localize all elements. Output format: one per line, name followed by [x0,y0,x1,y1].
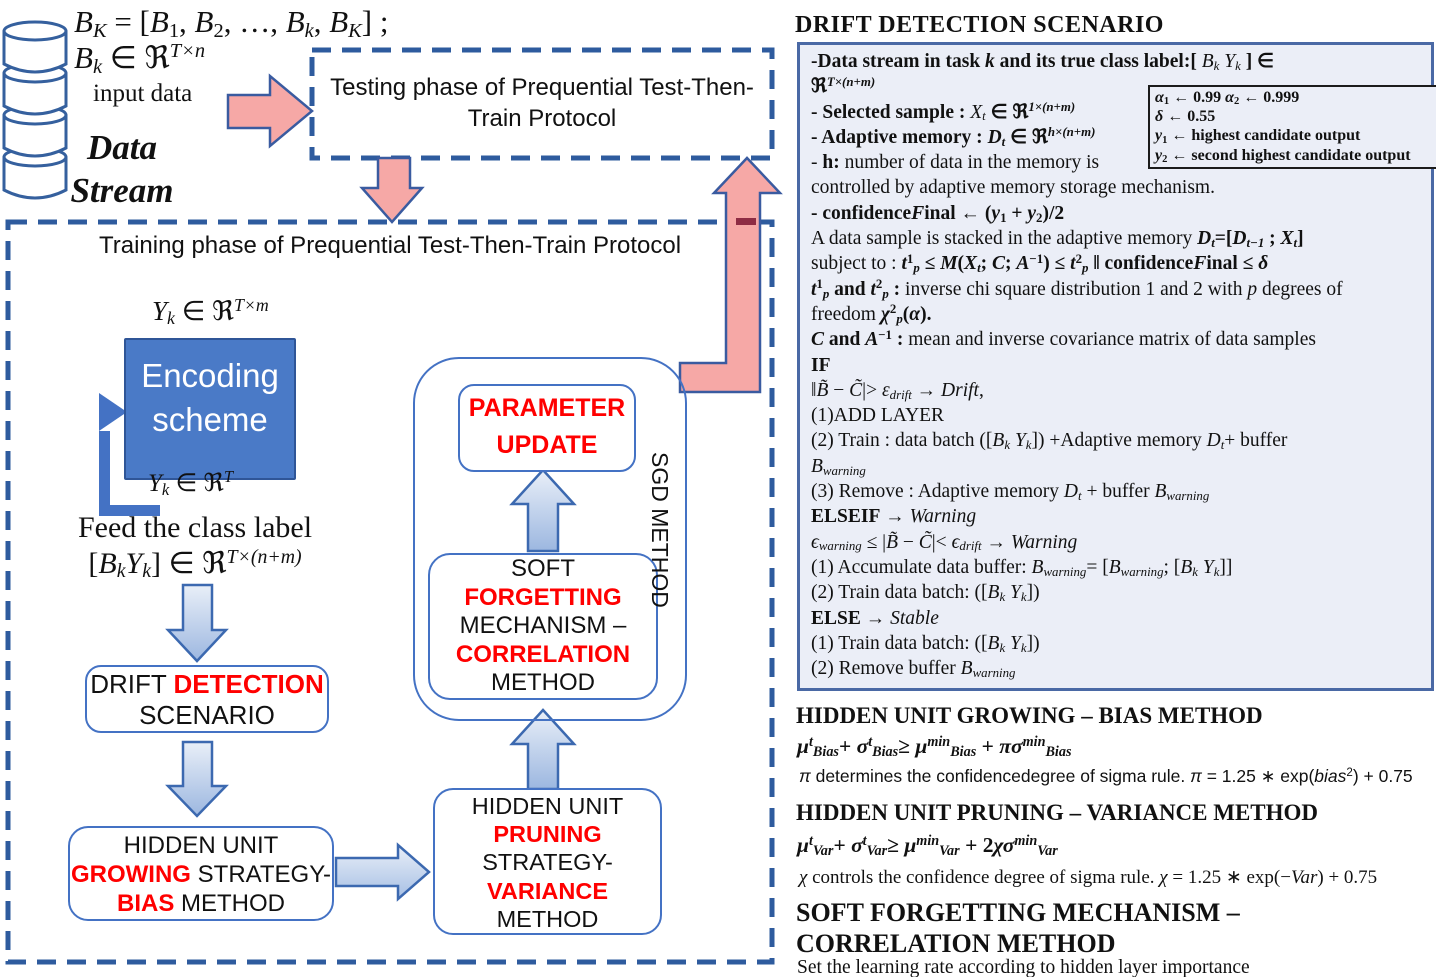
growing-section-head: HIDDEN UNIT GROWING – BIAS METHOD [796,703,1263,728]
drift-detection-box: DRIFT DETECTION SCENARIO [85,665,329,733]
pruning-section-head: HIDDEN UNIT PRUNING – VARIANCE METHOD [796,800,1319,825]
arrow-sgd-to-testing [680,158,780,392]
arrow-pruning-to-soft [512,710,574,789]
arrow-drift-to-growing [168,742,226,816]
stream-math-line2: Bk ∈ ℜ$^{T\times n}$ [74,40,206,78]
parameter-update-box: PARAMETER UPDATE [458,384,636,472]
growing-section-note: π determines the confidencedegree of sigma rule. π = 1.25 ∗ exp(bias$^2$) + 0.75 [799,766,1413,786]
testing-phase-title: Testing phase of Prequential Test-Then-Train Protocol [330,74,754,132]
yk-tm-label: Yk ∈ ℜ$^{T\times m}$ [152,294,269,328]
pruning-section-note: χ controls the confidence degree of sigma rule. χ = 1.25 ∗ exp(−Var) + 0.75 [799,867,1378,888]
stream-math-line1: BK = [B1, B2, …, Bk, BK] ; [74,4,389,42]
arrow-testing-to-training [362,158,422,222]
yk-t-label: Yk ∈ ℜ$^T$ [148,467,234,499]
arrow-feed-to-drift [168,585,226,661]
drift-scenario-text: -Data stream in task k and its true class label:[ Bk Yk ] ∈ ℜ$^{T\times(n+m)}$ - Selected sample : Xt ∈ ℜ$^{1\times(n+m)}$ - Adaptive memory : Dt ∈ ℜ$^{h\times(n+m)}$ - h: number of data in the memory is controlled by adaptive memory storage mechanism. - confidenceFinal ← (y1 + y2)/2 A data sample is stacked in the adaptive memory Dt=[Dt−1 ; Xt] subject to : $t^1p \le M(Xt$; C; $A^{-1}) \le t^2p$ ‖ confidenceFinal ≤ δ $t^1p$ and $t^2p$ : inverse chi square distribution 1 and 2 with p degrees of freedom $\chi^2p(\alpha)$. C and $A^{-1}$ : mean and inverse covariance matrix of data samples IF ‖B̃ − C̃|> εdrift → Drift, (1)ADD LAYER (2) Train : data batch ([Bk Yk]) +Adaptive memory Dt+ buffer Bwarning (3) Remove : Adaptive memory Dt + buffer Bwarning ELSEIF → Warning ϵwarning ≤ |B̃ − C̃|< ϵdrift → Warning (1) Accumulate data buffer: Bwarning= [Bwarning; [Bk Yk]] (2) Train data batch: ([Bk Yk]) ELSE → Stable (1) Train data batch: ([Bk Yk]) (2) Remove buffer Bwarning [811,51,1343,680]
training-phase-title: Training phase of Prequential Test-Then-Train Protocol [98,232,682,259]
input-data-label: input data [93,80,193,107]
hyperparameter-box: α1 ← 0.99 α2 ← 0.999 δ ← 0.55 y1 ← highest candidate output y2 ← second highest candidate output [1148,85,1436,169]
soft-section-note: Set the learning rate according to hidden layer importance [797,957,1250,977]
growing-bias-box: HIDDEN UNIT GROWING STRATEGY- BIAS METHOD [68,826,334,921]
data-stream-label: Data Stream [70,128,174,210]
arrow-input-to-testing [228,76,312,146]
soft-forgetting-box: SOFT FORGETTING MECHANISM – CORRELATION METHOD [428,553,658,700]
frame-dash-over-arrow [736,218,756,225]
feed-class-label: Feed the class label [BkYk] ∈ ℜ$^{T\times(n+m)}$ [77,511,313,583]
growing-section-formula: $\mu^tBias+$ $\sigma^tBias\ge$ $\mu^{min}Bias$ + $\pi\sigma^{min}Bias$ [797,733,1072,761]
pruning-variance-box: HIDDEN UNIT PRUNING STRATEGY- VARIANCE METHOD [433,788,662,935]
encoding-scheme-box: Encoding scheme [124,338,296,480]
soft-section-head: SOFT FORGETTING MECHANISM – CORRELATION METHOD [796,898,1240,958]
arrow-growing-to-pruning [336,845,429,899]
pruning-section-formula: $\mu^tVar+ \sigma^tVar\ge \mu^{min}Var + 2\chi\sigma^{min}Var$ [797,832,1058,860]
sgd-method-label: SGD METHOD [647,452,673,608]
panel-header: DRIFT DETECTION SCENARIO [795,12,1164,38]
